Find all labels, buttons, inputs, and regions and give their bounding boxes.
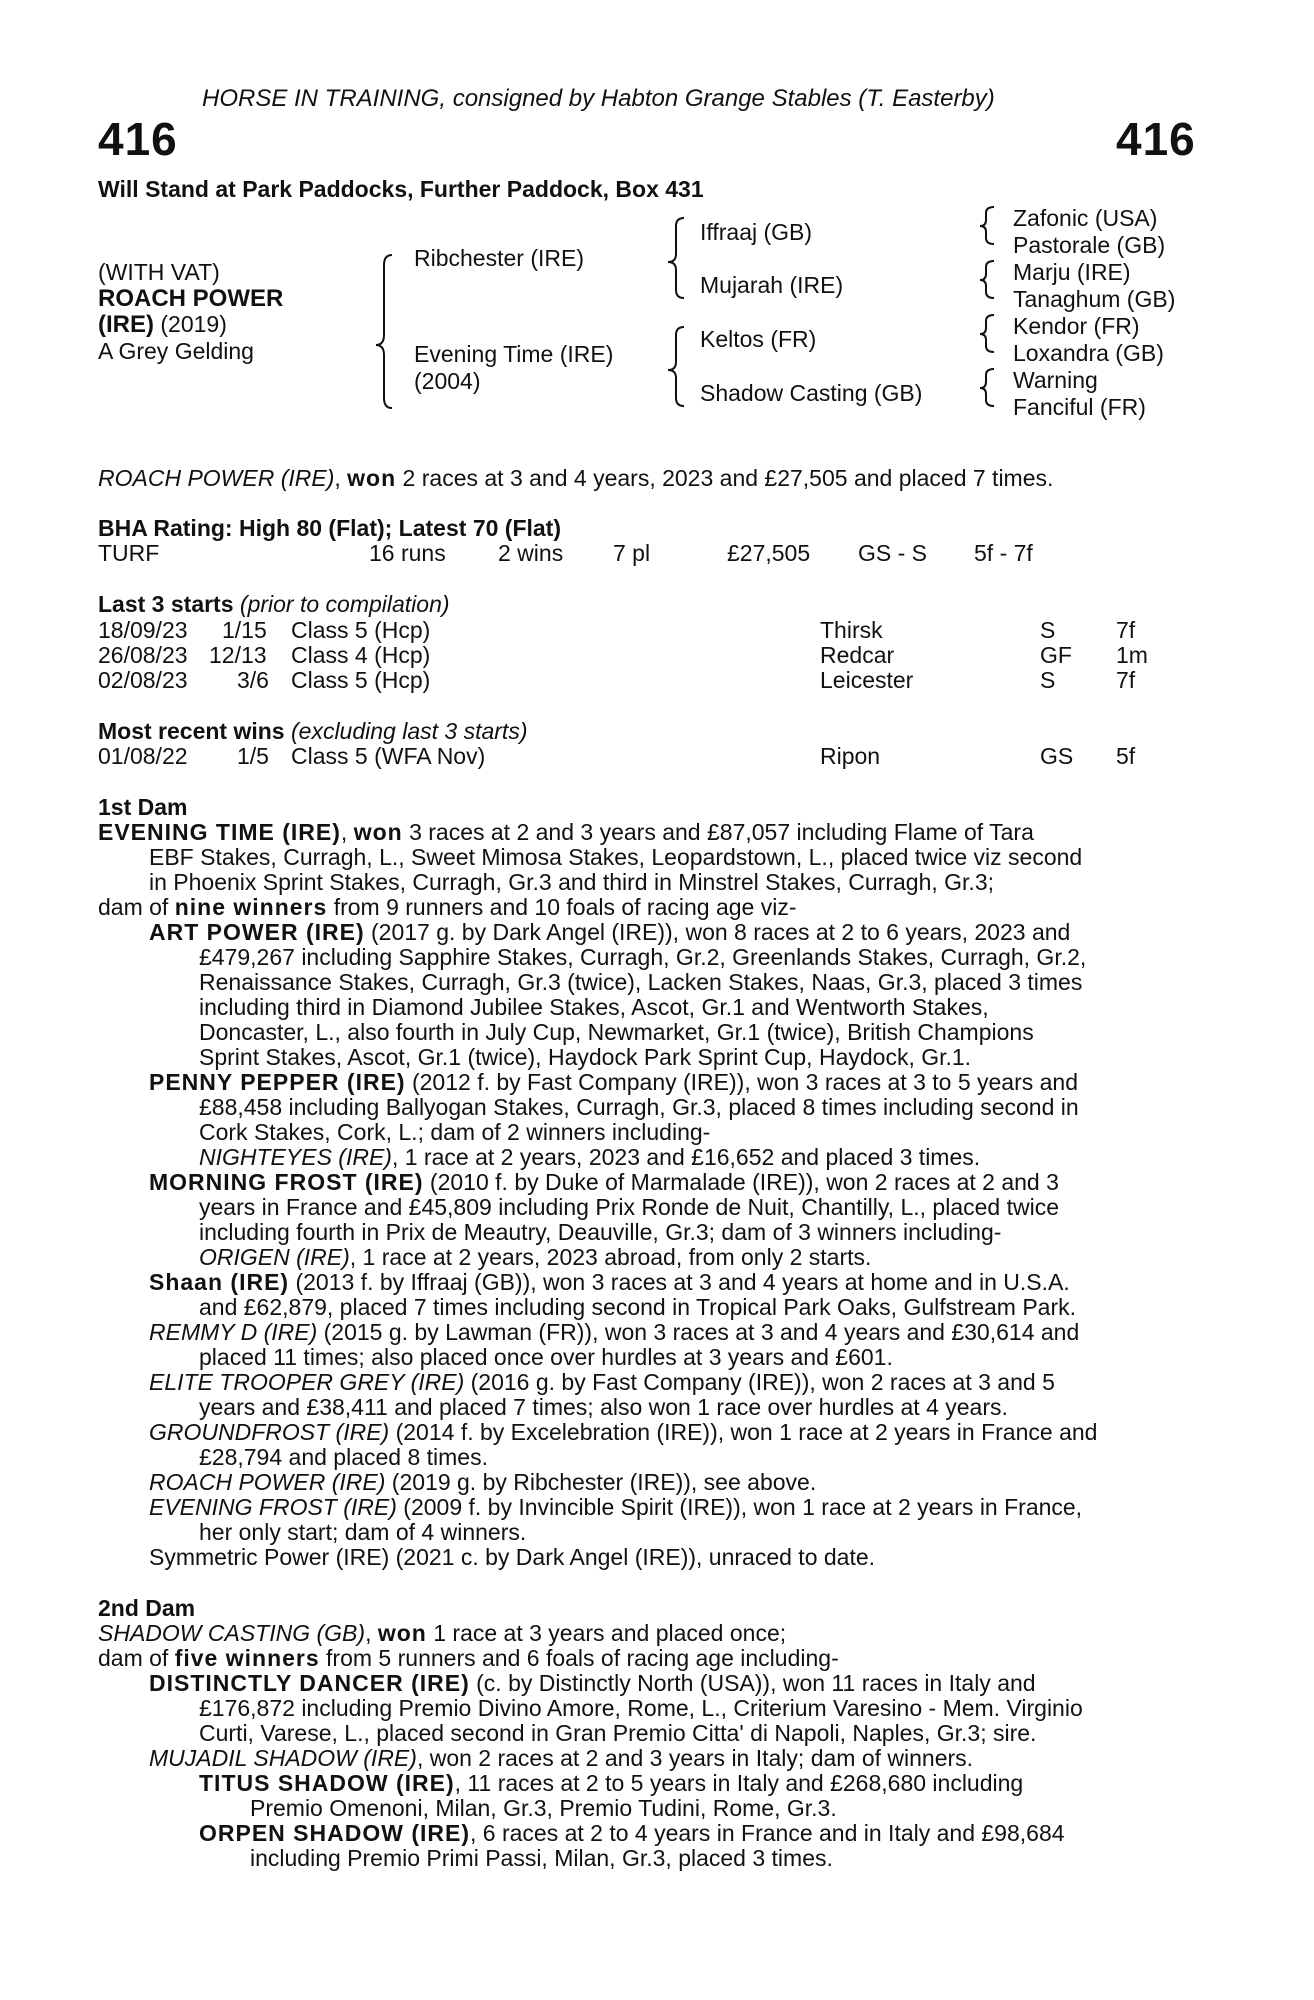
row-going: S	[1040, 667, 1056, 693]
progeny-text: (2010 f. by Duke of Marmalade (IRE)), won 2 races at 2 and 3	[423, 1169, 1059, 1195]
list-item	[149, 920, 1070, 945]
row-position: 1/5	[237, 743, 269, 769]
gen3-3: Marju (IRE)	[1013, 259, 1131, 285]
progeny-name: NIGHTEYES (IRE)	[199, 1144, 392, 1170]
list-item	[149, 1671, 1036, 1696]
progeny-text: (2017 g. by Dark Angel (IRE)), won 8 races at 2 to 6 years, 2023 and	[364, 919, 1071, 945]
progeny-text: £176,872 including Premio Divino Amore, Rome, L., Criterium Varesino - Mem. Virginio	[199, 1695, 1083, 1721]
row-course: Redcar	[820, 642, 895, 668]
brace-sire	[668, 218, 684, 298]
progeny-text: Sprint Stakes, Ascot, Gr.1 (twice), Haydock Park Sprint Cup, Haydock, Gr.1.	[199, 1044, 972, 1070]
row-course: Leicester	[820, 667, 914, 693]
progeny-name: MUJADIL SHADOW (IRE)	[149, 1745, 417, 1771]
progeny-name: MORNING FROST (IRE)	[149, 1169, 424, 1195]
list-item	[199, 1771, 1023, 1796]
dam1-dam-of-a: dam of	[98, 894, 175, 920]
dam1-text2: EBF Stakes, Curragh, L., Sweet Mimosa Stakes, Leopardstown, L., placed twice viz second	[149, 844, 1083, 870]
dam1-title: 1st Dam	[98, 794, 188, 820]
progeny-text: (2019 g. by Ribchester (IRE)), see above.	[385, 1469, 817, 1495]
row-distance: 7f	[1116, 667, 1136, 693]
gen3-5: Kendor (FR)	[1013, 313, 1140, 339]
list-item	[199, 1145, 980, 1170]
dam-dam: Shadow Casting (GB)	[700, 380, 923, 406]
progeny-text: years in France and £45,809 including Prix Ronde de Nuit, Chantilly, L., placed twice	[199, 1194, 1059, 1220]
progeny-name: ORIGEN (IRE)	[199, 1244, 350, 1270]
lot-number-left: 416	[98, 113, 178, 165]
row-class: Class 5 (Hcp)	[291, 617, 431, 643]
summary-horse-name: ROACH POWER (IRE)	[98, 465, 335, 491]
brace-g78	[980, 369, 994, 406]
row-course: Ripon	[820, 743, 881, 769]
progeny-text: (c. by Distinctly North (USA)), won 11 races in Italy and	[469, 1670, 1036, 1696]
progeny-text: (2016 g. by Fast Company (IRE)), won 2 races at 3 and 5	[464, 1369, 1055, 1395]
rating-going: GS - S	[858, 540, 928, 566]
progeny-text: £479,267 including Sapphire Stakes, Curragh, Gr.2, Greenlands Stakes, Curragh, Gr.2,	[199, 944, 1087, 970]
gen3-6: Loxandra (GB)	[1013, 340, 1164, 366]
dam2-name: SHADOW CASTING (GB)	[98, 1620, 366, 1646]
summary-text: 2 races at 3 and 4 years, 2023 and £27,505 and placed 7 times.	[396, 465, 1054, 491]
list-item	[149, 1320, 1079, 1345]
progeny-text: including third in Diamond Jubilee Stakes, Ascot, Gr.1 and Wentworth Stakes,	[199, 994, 989, 1020]
progeny-text: including fourth in Prix de Meautry, Deauville, Gr.3; dam of 3 winners including-	[199, 1219, 1002, 1245]
rating-wins: 2 wins	[498, 540, 564, 566]
rating-surface: TURF	[98, 540, 160, 566]
row-position: 3/6	[237, 667, 269, 693]
sire-sire: Iffraaj (GB)	[700, 219, 813, 245]
progeny-name: ROACH POWER (IRE)	[149, 1469, 386, 1495]
brace-g56	[980, 315, 994, 352]
horse-description: A Grey Gelding	[98, 338, 254, 364]
progeny-name: TITUS SHADOW (IRE)	[199, 1770, 455, 1796]
progeny-text: , 1 race at 2 years, 2023 and £16,652 and placed 3 times.	[391, 1144, 981, 1170]
progeny-text: placed 11 times; also placed once over hurdles at 3 years and £601.	[199, 1344, 893, 1370]
row-distance: 5f	[1116, 743, 1136, 769]
lot-number-right: 416	[1116, 113, 1196, 165]
dam-name: Evening Time (IRE)	[414, 341, 614, 367]
dam1-text3: in Phoenix Sprint Stakes, Curragh, Gr.3 and third in Minstrel Stakes, Curragh, Gr.3;	[149, 869, 995, 895]
recent-note: (excluding last 3 starts)	[284, 718, 528, 744]
dam1-name: EVENING TIME (IRE)	[98, 819, 341, 845]
progeny-text: Renaissance Stakes, Curragh, Gr.3 (twice), Lacken Stakes, Naas, Gr.3, placed 3 times	[199, 969, 1083, 995]
brace-g34	[980, 261, 994, 298]
list-item	[149, 1270, 1070, 1295]
progeny-text: Cork Stakes, Cork, L.; dam of 2 winners including-	[199, 1119, 711, 1145]
progeny-name: REMMY D (IRE)	[149, 1319, 318, 1345]
progeny-name: EVENING FROST (IRE)	[149, 1494, 397, 1520]
row-class: Class 5 (WFA Nov)	[291, 743, 486, 769]
progeny-text: and £62,879, placed 7 times including second in Tropical Park Oaks, Gulfstream Park.	[199, 1294, 1077, 1320]
progeny-text: Premio Omenoni, Milan, Gr.3, Premio Tudini, Rome, Gr.3.	[250, 1795, 837, 1821]
progeny-text: Curti, Varese, L., placed second in Gran Premio Citta' di Napoli, Naples, Gr.3; sire.	[199, 1720, 1037, 1746]
brace-main	[376, 255, 392, 408]
list-item	[149, 1495, 1082, 1520]
row-date: 01/08/22	[98, 743, 188, 769]
progeny-text: , 6 races at 2 to 4 years in France and in Italy and £98,684	[470, 1820, 1065, 1846]
dam2-text1: 1 race at 3 years and placed once;	[426, 1620, 787, 1646]
row-class: Class 5 (Hcp)	[291, 667, 431, 693]
progeny-name: PENNY PEPPER (IRE)	[149, 1069, 406, 1095]
progeny-text: (2014 f. by Excelebration (IRE)), won 1 race at 2 years in France and	[389, 1419, 1098, 1445]
dam1-line1: EVENING TIME (IRE), won 3 races at 2 and 3 years and £87,057 including Flame of Tara	[98, 819, 1034, 845]
gen3-1: Zafonic (USA)	[1013, 205, 1158, 231]
dam2-title: 2nd Dam	[98, 1595, 196, 1621]
row-date: 18/09/23	[98, 617, 188, 643]
progeny-text: her only start; dam of 4 winners.	[199, 1519, 527, 1545]
brace-dam	[668, 327, 684, 406]
row-distance: 1m	[1116, 642, 1148, 668]
bha-rating: BHA Rating: High 80 (Flat); Latest 70 (Flat)	[98, 515, 561, 541]
dam1-text1: 3 races at 2 and 3 years and £87,057 including Flame of Tara	[402, 819, 1034, 845]
race-summary: ROACH POWER (IRE), won 2 races at 3 and 4 years, 2023 and £27,505 and placed 7 times.	[98, 465, 1054, 491]
progeny-text: , 11 races at 2 to 5 years in Italy and £268,680 including	[454, 1770, 1024, 1796]
progeny-name: DISTINCTLY DANCER (IRE)	[149, 1670, 470, 1696]
last3-heading	[98, 592, 450, 617]
list-item	[149, 1070, 1078, 1095]
progeny-text: (2009 f. by Invincible Spirit (IRE)), won 1 race at 2 years in France,	[396, 1494, 1083, 1520]
rating-distance: 5f - 7f	[974, 540, 1033, 566]
gen3-7: Warning	[1013, 367, 1098, 393]
brace-g12	[980, 207, 994, 244]
dam2-won: won	[377, 1620, 427, 1646]
rating-earnings: £27,505	[727, 540, 811, 566]
row-class: Class 4 (Hcp)	[291, 642, 431, 668]
rating-runs: 16 runs	[369, 540, 446, 566]
sire-dam: Mujarah (IRE)	[700, 272, 844, 298]
horse-name: ROACH POWER	[98, 285, 284, 312]
gen3-8: Fanciful (FR)	[1013, 394, 1146, 420]
rating-placed: 7 pl	[613, 540, 651, 566]
progeny-name: Shaan (IRE)	[149, 1269, 290, 1295]
list-item	[199, 1245, 871, 1270]
row-going: S	[1040, 617, 1056, 643]
list-item	[199, 1821, 1065, 1846]
row-position: 12/13	[209, 642, 267, 668]
progeny-text: £28,794 and placed 8 times.	[199, 1444, 488, 1470]
progeny-text: (2015 g. by Lawman (FR)), won 3 races at 3 and 4 years and £30,614 and	[317, 1319, 1080, 1345]
progeny-text: including Premio Primi Passi, Milan, Gr.3, placed 3 times.	[250, 1845, 833, 1871]
dam2-dam-of-a: dam of	[98, 1645, 175, 1671]
horse-year: (2019)	[154, 311, 227, 337]
list-item	[149, 1746, 973, 1771]
row-going: GF	[1040, 642, 1072, 668]
list-item	[149, 1420, 1097, 1445]
progeny-text: £88,458 including Ballyogan Stakes, Curragh, Gr.3, placed 8 times including second in	[199, 1094, 1079, 1120]
row-date: 26/08/23	[98, 642, 188, 668]
row-position: 1/15	[222, 617, 267, 643]
dam2-line1: SHADOW CASTING (GB), won 1 race at 3 years and placed once;	[98, 1620, 787, 1646]
dam1-dam-of	[98, 895, 797, 920]
gen3-4: Tanaghum (GB)	[1013, 286, 1176, 312]
dam1-dam-of-c: from 9 runners and 10 foals of racing age viz-	[327, 894, 797, 920]
dam2-dam-of	[98, 1646, 839, 1671]
row-course: Thirsk	[820, 617, 883, 643]
progeny-name: ART POWER (IRE)	[149, 919, 365, 945]
consignment-line: HORSE IN TRAINING, consigned by Habton Grange Stables (T. Easterby)	[202, 85, 995, 112]
summary-won: won	[347, 465, 397, 491]
list-item: Symmetric Power (IRE) (2021 c. by Dark Angel (IRE)), unraced to date.	[149, 1544, 876, 1570]
recent-title: Most recent wins	[98, 718, 285, 744]
dam2-dam-of-c: from 5 runners and 6 foals of racing age including-	[319, 1645, 839, 1671]
dam1-won: won	[353, 819, 403, 845]
vat-note: (WITH VAT)	[98, 259, 220, 285]
row-distance: 7f	[1116, 617, 1136, 643]
recent-heading	[98, 719, 527, 744]
progeny-text: Doncaster, L., also fourth in July Cup, Newmarket, Gr.1 (twice), British Champions	[199, 1019, 1034, 1045]
progeny-name: ORPEN SHADOW (IRE)	[199, 1820, 470, 1846]
dam-sire: Keltos (FR)	[700, 326, 817, 352]
list-item	[149, 1370, 1055, 1395]
progeny-text: (2012 f. by Fast Company (IRE)), won 3 races at 3 to 5 years and	[405, 1069, 1079, 1095]
dam-year: (2004)	[414, 368, 481, 394]
list-item	[149, 1170, 1059, 1195]
sire-name: Ribchester (IRE)	[414, 245, 584, 271]
progeny-text: , 1 race at 2 years, 2023 abroad, from only 2 starts.	[349, 1244, 872, 1270]
gen3-2: Pastorale (GB)	[1013, 232, 1166, 258]
dam1-winners-count: nine winners	[174, 894, 328, 920]
dam2-winners-count: five winners	[174, 1645, 320, 1671]
last3-note: (prior to compilation)	[233, 591, 450, 617]
horse-country: (IRE)	[98, 311, 154, 338]
progeny-text: (2013 f. by Iffraaj (GB)), won 3 races at 3 and 4 years at home and in U.S.A.	[289, 1269, 1070, 1295]
progeny-text: , won 2 races at 2 and 3 years in Italy; dam of winners.	[416, 1745, 974, 1771]
progeny-name: GROUNDFROST (IRE)	[149, 1419, 390, 1445]
row-going: GS	[1040, 743, 1074, 769]
progeny-name: ELITE TROOPER GREY (IRE)	[149, 1369, 465, 1395]
stand-location: Will Stand at Park Paddocks, Further Paddock, Box 431	[98, 176, 704, 202]
progeny-text: years and £38,411 and placed 7 times; also won 1 race over hurdles at 4 years.	[199, 1394, 1008, 1420]
row-date: 02/08/23	[98, 667, 188, 693]
last3-title: Last 3 starts	[98, 591, 234, 617]
list-item	[149, 1470, 816, 1495]
